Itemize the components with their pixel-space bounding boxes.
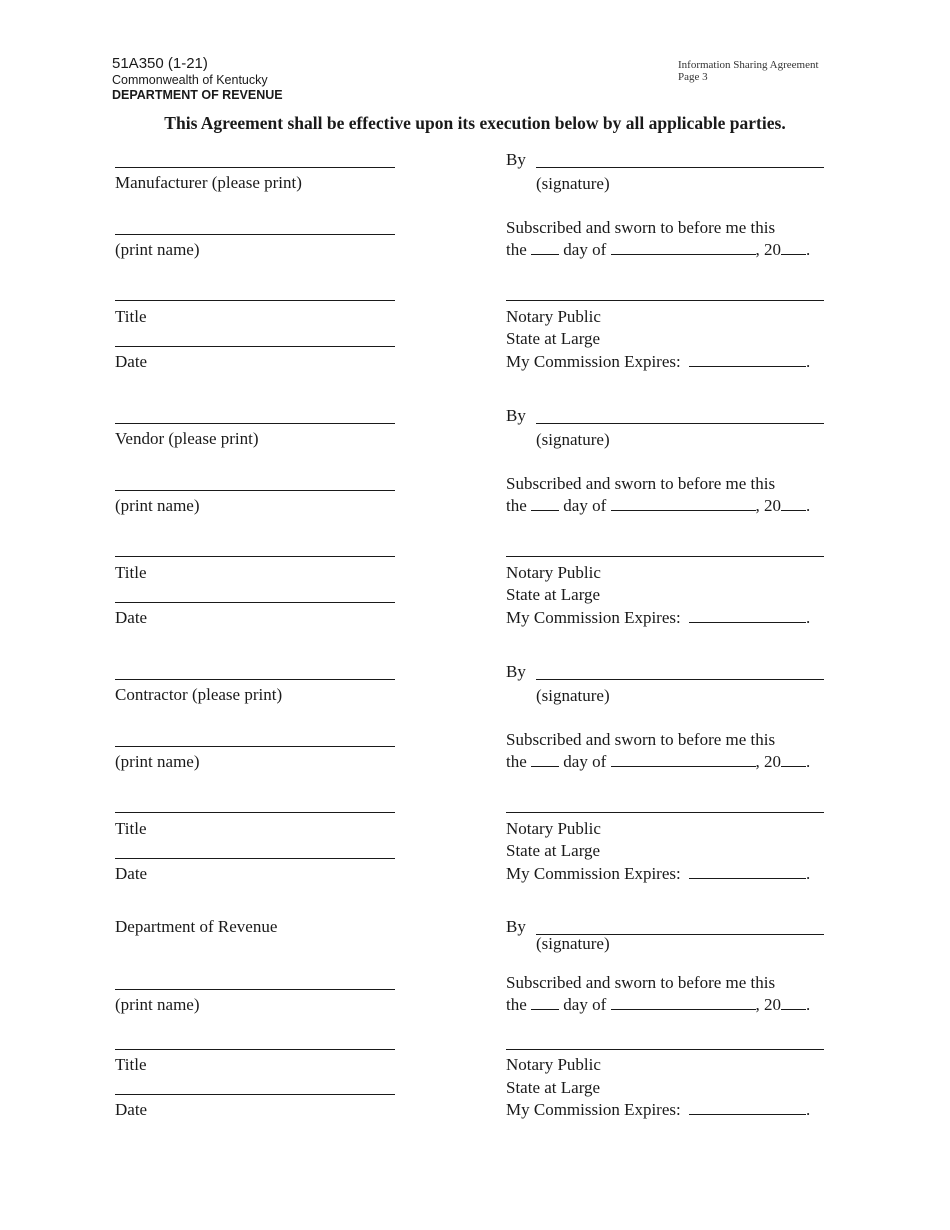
notary-public-label: Notary Public — [506, 819, 601, 838]
year-blank[interactable] — [781, 752, 806, 767]
subscribed-text: Subscribed and sworn to before me this — [506, 973, 776, 992]
commission-expires-row — [506, 608, 810, 628]
print-name-line[interactable] — [115, 989, 395, 990]
commission-expires-blank[interactable] — [689, 864, 806, 879]
effective-statement: This Agreement shall be effective upon its execution below by all applicable parties. — [164, 113, 786, 133]
print-name-label: (print name) — [115, 752, 200, 771]
party-label: Vendor (please print) — [115, 429, 259, 448]
date-line[interactable] — [115, 346, 395, 347]
date-line[interactable] — [115, 858, 395, 859]
doc-title: Information Sharing Agreement — [678, 59, 819, 71]
doc-info — [678, 59, 819, 83]
the-text: the — [506, 240, 527, 259]
commission-expires-label: My Commission Expires: — [506, 352, 681, 371]
day-of-text: day of — [563, 752, 607, 771]
notary-signature-line[interactable] — [506, 1049, 824, 1050]
day-blank[interactable] — [531, 752, 559, 767]
title-label: Title — [115, 307, 147, 326]
commission-expires-row — [506, 1100, 810, 1120]
notary-signature-line[interactable] — [506, 556, 824, 557]
period: . — [805, 1100, 811, 1119]
commission-expires-label: My Commission Expires: — [506, 864, 681, 883]
page-number: Page 3 — [678, 71, 708, 83]
signature-label: (signature) — [536, 686, 610, 705]
month-blank[interactable] — [611, 752, 756, 767]
notary-signature-line[interactable] — [506, 300, 824, 301]
title-line[interactable] — [115, 1049, 395, 1050]
by-label: By — [506, 662, 526, 681]
signature-line[interactable] — [536, 167, 824, 168]
title-line[interactable] — [115, 556, 395, 557]
by-label: By — [506, 150, 526, 169]
state-at-large-label: State at Large — [506, 329, 601, 348]
date-line[interactable] — [115, 1094, 395, 1095]
the-text: the — [506, 995, 527, 1014]
period: . — [805, 864, 811, 883]
period: . — [806, 496, 811, 515]
date-label: Date — [115, 608, 148, 627]
title-line[interactable] — [115, 812, 395, 813]
year-blank[interactable] — [781, 240, 806, 255]
period: . — [805, 352, 811, 371]
day-blank[interactable] — [531, 496, 559, 511]
date-label: Date — [115, 864, 148, 883]
day-of-text: day of — [563, 240, 607, 259]
party-label: Contractor (please print) — [115, 685, 283, 704]
state-at-large-label: State at Large — [506, 585, 601, 604]
month-blank[interactable] — [611, 995, 756, 1010]
party-name-line[interactable] — [115, 679, 395, 680]
date-label: Date — [115, 352, 148, 371]
commission-expires-blank[interactable] — [689, 352, 806, 367]
sworn-date-row — [506, 496, 810, 516]
subscribed-text: Subscribed and sworn to before me this — [506, 730, 776, 749]
notary-signature-line[interactable] — [506, 812, 824, 813]
signature-label: (signature) — [536, 430, 610, 449]
party-label: Department of Revenue — [115, 917, 278, 936]
print-name-line[interactable] — [115, 746, 395, 747]
department-label: DEPARTMENT OF REVENUE — [112, 88, 283, 102]
year-prefix: , 20 — [755, 995, 781, 1014]
day-of-text: day of — [563, 995, 607, 1014]
period: . — [806, 752, 811, 771]
year-blank[interactable] — [781, 496, 806, 511]
subscribed-text: Subscribed and sworn to before me this — [506, 218, 776, 237]
date-line[interactable] — [115, 602, 395, 603]
commission-expires-label: My Commission Expires: — [506, 1100, 681, 1119]
commission-expires-label: My Commission Expires: — [506, 608, 681, 627]
month-blank[interactable] — [611, 496, 756, 511]
by-label: By — [506, 406, 526, 425]
print-name-line[interactable] — [115, 490, 395, 491]
print-name-label: (print name) — [115, 496, 200, 515]
commonwealth-label: Commonwealth of Kentucky — [112, 73, 268, 87]
title-label: Title — [115, 563, 147, 582]
title-line[interactable] — [115, 300, 395, 301]
day-of-text: day of — [563, 496, 607, 515]
party-name-line[interactable] — [115, 167, 395, 168]
sworn-date-row — [506, 240, 810, 260]
year-blank[interactable] — [781, 995, 806, 1010]
subscribed-text: Subscribed and sworn to before me this — [506, 474, 776, 493]
day-blank[interactable] — [531, 240, 559, 255]
sworn-date-row — [506, 752, 810, 772]
signature-line[interactable] — [536, 423, 824, 424]
title-label: Title — [115, 819, 147, 838]
commission-expires-row — [506, 864, 810, 884]
print-name-line[interactable] — [115, 234, 395, 235]
period: . — [805, 608, 811, 627]
party-label: Manufacturer (please print) — [115, 173, 302, 192]
title-label: Title — [115, 1055, 147, 1074]
signature-label: (signature) — [536, 174, 610, 193]
commission-expires-blank[interactable] — [689, 608, 806, 623]
period: . — [806, 995, 811, 1014]
print-name-label: (print name) — [115, 240, 200, 259]
notary-public-label: Notary Public — [506, 307, 601, 326]
state-at-large-label: State at Large — [506, 1078, 601, 1097]
sworn-date-row — [506, 995, 810, 1015]
party-name-line[interactable] — [115, 423, 395, 424]
notary-public-label: Notary Public — [506, 1055, 601, 1074]
month-blank[interactable] — [611, 240, 756, 255]
commission-expires-row — [506, 352, 810, 372]
day-blank[interactable] — [531, 995, 559, 1010]
date-label: Date — [115, 1100, 148, 1119]
signature-line[interactable] — [536, 679, 824, 680]
commission-expires-blank[interactable] — [689, 1100, 806, 1115]
print-name-label: (print name) — [115, 995, 200, 1014]
year-prefix: , 20 — [755, 496, 781, 515]
signature-label: (signature) — [536, 934, 610, 953]
year-prefix: , 20 — [755, 240, 781, 259]
form-number: 51A350 (1-21) — [112, 55, 208, 72]
state-at-large-label: State at Large — [506, 841, 601, 860]
by-label: By — [506, 917, 526, 936]
period: . — [806, 240, 811, 259]
the-text: the — [506, 496, 527, 515]
the-text: the — [506, 752, 527, 771]
notary-public-label: Notary Public — [506, 563, 601, 582]
year-prefix: , 20 — [755, 752, 781, 771]
